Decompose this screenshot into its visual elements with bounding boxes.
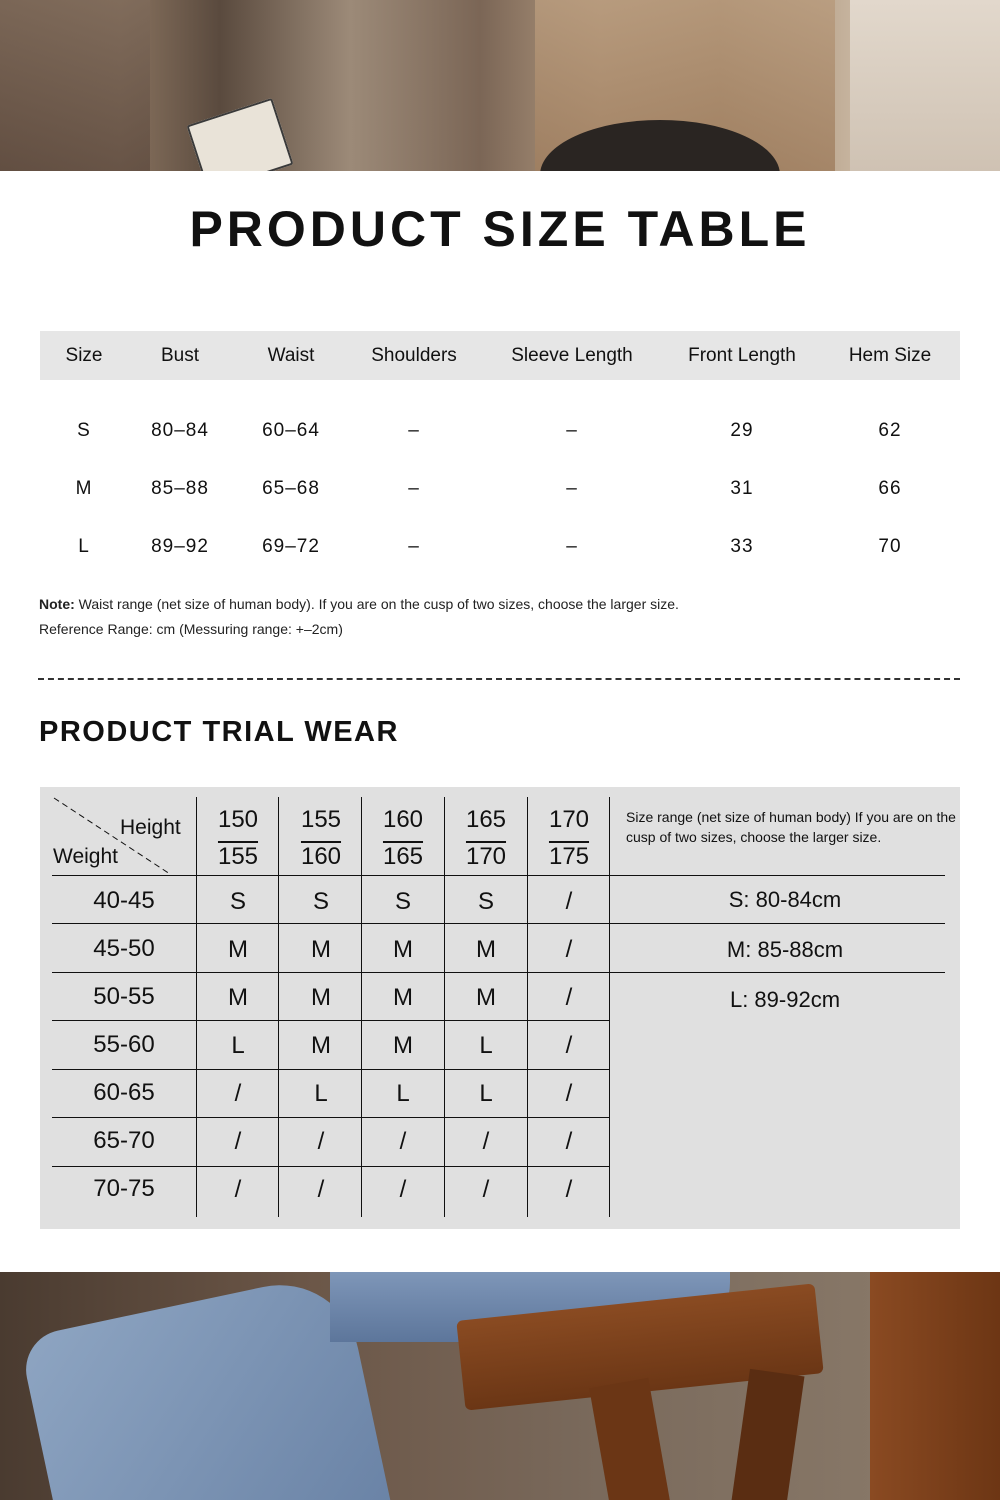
size-cell: L: [396, 1080, 410, 1107]
size-cell: M: [476, 936, 496, 963]
size-row-l: [40, 527, 960, 567]
size-cell: /: [399, 1176, 407, 1203]
cell-bust: 80–84: [151, 420, 209, 441]
size-cell: L: [314, 1080, 328, 1107]
size-cell: M: [311, 936, 331, 963]
cell-sleeve-length: –: [566, 536, 578, 557]
header-front-length: Front Length: [688, 345, 796, 366]
range-s: S: 80-84cm: [728, 887, 842, 912]
cell-size: M: [75, 478, 93, 499]
cell-hem-size: 70: [878, 536, 902, 557]
cell-shoulders: –: [408, 420, 420, 441]
size-cell: M: [228, 984, 248, 1011]
size-cell: /: [234, 1128, 242, 1155]
size-cell: /: [317, 1176, 325, 1203]
height-170-175: 170 175: [548, 806, 590, 870]
cell-bust: 85–88: [151, 478, 209, 499]
size-cell: S: [477, 888, 494, 915]
size-cell: M: [393, 984, 413, 1011]
page-title: PRODUCT SIZE TABLE: [189, 201, 811, 257]
size-cell: M: [393, 936, 413, 963]
cell-sleeve-length: –: [566, 420, 578, 441]
size-cell: L: [231, 1032, 245, 1059]
height-160-165: 160 165: [382, 806, 424, 870]
weight-cell: 60-65: [93, 1079, 155, 1106]
header-size: Size: [65, 345, 103, 366]
cell-bust: 89–92: [151, 536, 209, 557]
trial-wear-table: [40, 787, 960, 1229]
size-cell: S: [229, 888, 246, 915]
top-product-photo: [0, 0, 1000, 171]
cell-front-length: 33: [730, 536, 754, 557]
size-note: [39, 596, 679, 612]
size-cell: L: [479, 1032, 493, 1059]
size-cell: /: [482, 1176, 490, 1203]
weight-cell: 50-55: [93, 983, 155, 1010]
weight-cell: 40-45: [93, 887, 155, 914]
size-cell: /: [234, 1176, 242, 1203]
cell-hem-size: 62: [878, 420, 902, 441]
size-cell: /: [565, 1080, 573, 1107]
weight-cell: 45-50: [93, 935, 155, 962]
corner-height-label: Height: [120, 816, 181, 839]
cell-shoulders: –: [408, 536, 420, 557]
header-bust: Bust: [160, 345, 200, 366]
weight-cell: 70-75: [93, 1175, 155, 1202]
book-image: [186, 98, 293, 171]
height-165-170: 165 170: [465, 806, 507, 870]
weight-cell: 65-70: [93, 1127, 155, 1154]
size-row-s: [40, 411, 960, 451]
cell-waist: 69–72: [262, 536, 320, 557]
size-cell: M: [311, 984, 331, 1011]
range-l: L: 89-92cm: [729, 987, 841, 1012]
cell-waist: 60–64: [262, 420, 320, 441]
cell-front-length: 31: [730, 478, 754, 499]
header-sleeve-length: Sleeve Length: [511, 345, 633, 366]
cell-size: S: [77, 420, 91, 441]
height-150-155: 150 155: [217, 806, 259, 870]
size-cell: M: [393, 1032, 413, 1059]
header-shoulders: Shoulders: [371, 345, 457, 366]
trial-wear-title: PRODUCT TRIAL WEAR: [39, 716, 399, 748]
size-cell: L: [479, 1080, 493, 1107]
size-cell: /: [565, 888, 573, 915]
size-cell: M: [311, 1032, 331, 1059]
size-cell: M: [476, 984, 496, 1011]
cell-hem-size: 66: [878, 478, 902, 499]
cell-front-length: 29: [730, 420, 754, 441]
size-cell: /: [234, 1080, 242, 1107]
cell-waist: 65–68: [262, 478, 320, 499]
size-cell: S: [312, 888, 329, 915]
size-cell: /: [565, 1032, 573, 1059]
note-text: Waist range (net size of human body). If you are on the cusp of two sizes, choose the larger size.: [74, 596, 679, 612]
size-cell: S: [394, 888, 411, 915]
size-table-header: [40, 331, 960, 380]
size-cell: /: [565, 1176, 573, 1203]
size-cell: /: [565, 936, 573, 963]
height-155-160: 155 160: [300, 806, 342, 870]
weight-cell: 55-60: [93, 1031, 155, 1058]
reference-range-note: Reference Range: cm (Messuring range: +–2cm): [39, 621, 343, 637]
size-cell: /: [565, 984, 573, 1011]
size-cell: /: [565, 1128, 573, 1155]
size-cell: /: [482, 1128, 490, 1155]
size-cell: M: [228, 936, 248, 963]
size-cell: /: [399, 1128, 407, 1155]
range-m: M: 85-88cm: [726, 937, 844, 962]
cell-sleeve-length: –: [566, 478, 578, 499]
header-hem-size: Hem Size: [848, 345, 932, 366]
header-waist: Waist: [267, 345, 315, 366]
note-label: Note:: [39, 596, 75, 612]
size-range-note: Size range (net size of human body) If you are on the cusp of two sizes, choose the larger size.: [626, 809, 956, 845]
section-divider: [38, 678, 960, 680]
size-cell: /: [317, 1128, 325, 1155]
bottom-product-photo: [0, 1272, 1000, 1500]
size-row-m: [40, 469, 960, 509]
corner-weight-label: Weight: [53, 845, 118, 868]
cell-size: L: [78, 536, 90, 557]
cell-shoulders: –: [408, 478, 420, 499]
